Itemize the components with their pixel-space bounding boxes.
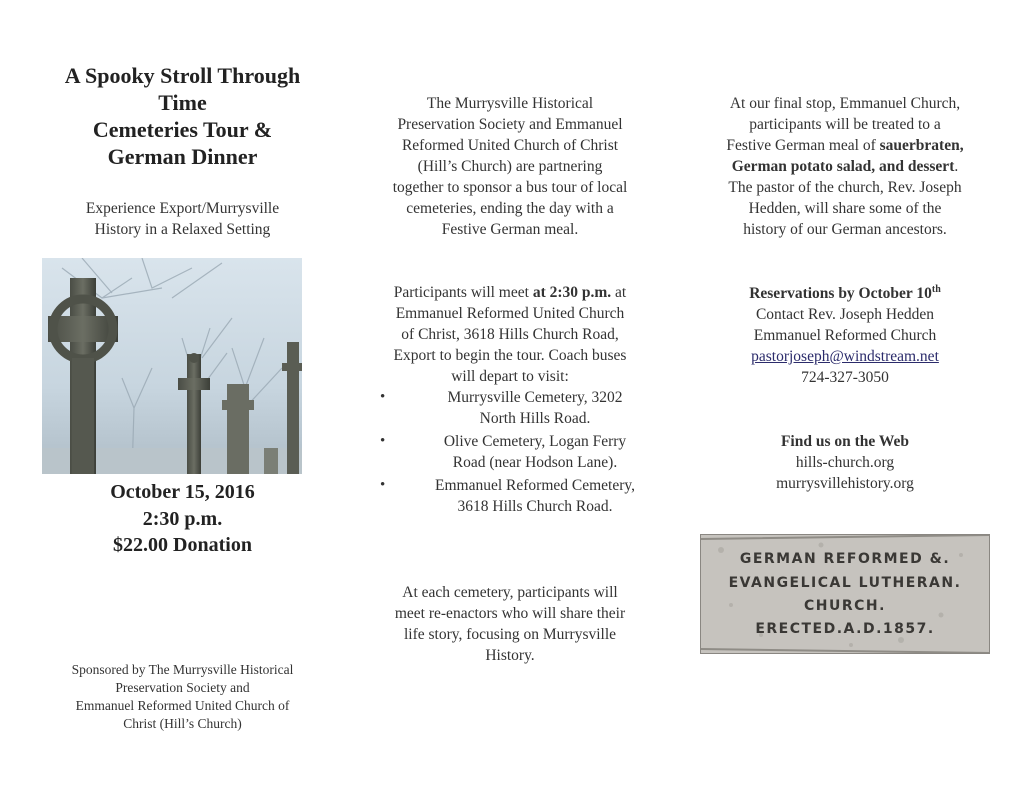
list-item-line: Road (near Hodson Lane). [452, 454, 618, 471]
bullet-icon: • [380, 389, 386, 405]
meet-line: will depart to visit: [451, 368, 569, 385]
final-text: . [954, 158, 959, 175]
intro-line: Reformed United Church of Christ [401, 137, 619, 154]
final-line: history of our German ancestors. [743, 221, 947, 238]
reenact-line: History. [485, 647, 535, 664]
intro-line: Preservation Society and Emmanuel [397, 116, 623, 133]
reenact-line: life story, focusing on Murrysville [403, 626, 617, 643]
plaque-line: CHURCH. [804, 598, 886, 614]
title-line: German Dinner [107, 144, 258, 169]
bullet-icon: • [380, 433, 386, 449]
meet-line: Export to begin the tour. Coach buses [393, 347, 627, 364]
intro-line: The Murrysville Historical [426, 95, 594, 112]
website-link[interactable]: hills-church.org [795, 454, 895, 471]
final-line [690, 135, 1000, 156]
web-heading: Find us on the Web [780, 433, 910, 450]
title-line: Cemeteries Tour & [92, 117, 273, 142]
menu-bold: German potato salad, and dessert [731, 158, 955, 175]
intro-line: (Hill’s Church) are partnering [417, 158, 603, 175]
list-item-line: Emmanuel Reformed Cemetery, [435, 477, 635, 494]
meet-first-line [352, 282, 668, 303]
right-column [690, 0, 1000, 797]
contact-name: Contact Rev. Joseph Hedden [755, 306, 935, 323]
plaque-line: GERMAN REFORMED &. [739, 551, 951, 567]
foggy-cemetery-image [42, 258, 302, 474]
web-block [690, 431, 1000, 494]
sponsor-line: Sponsored by The Murrysville Historical [71, 662, 294, 677]
final-stop-paragraph [690, 93, 1000, 240]
final-line: participants will be treated to a [749, 116, 941, 133]
list-item-line: 3618 Hills Church Road. [457, 498, 613, 515]
brochure-title [40, 62, 325, 170]
reenact-line: At each cemetery, participants will [402, 584, 618, 601]
left-column [40, 0, 325, 797]
meet-text: Participants will meet [393, 284, 533, 301]
middle-column [352, 0, 668, 797]
intro-paragraph [352, 93, 668, 240]
reservations-block [690, 283, 1000, 388]
meet-line: of Christ, 3618 Hills Church Road, [401, 326, 619, 343]
reenactor-paragraph [352, 582, 668, 666]
meet-time: at 2:30 p.m. [532, 284, 612, 301]
list-item [380, 387, 668, 429]
meeting-paragraph [352, 282, 668, 519]
list-item [380, 475, 668, 517]
final-line: At our final stop, Emmanuel Church, [729, 95, 961, 112]
meet-text: at [611, 284, 627, 301]
final-line: Hedden, will share some of the [748, 200, 942, 217]
list-item [380, 431, 668, 473]
title-line: Time [158, 90, 207, 115]
sponsor-note [40, 661, 325, 733]
intro-line: Festive German meal. [441, 221, 579, 238]
list-item-line: Olive Cemetery, Logan Ferry [443, 433, 627, 450]
intro-line: cemeteries, ending the day with a [406, 200, 614, 217]
reservations-heading-sup: th [931, 283, 941, 295]
reservations-heading-text: Reservations by October 10 [749, 285, 932, 302]
final-text: Festive German meal of [726, 137, 880, 154]
menu-bold: sauerbraten, [879, 137, 964, 154]
church-name: Emmanuel Reformed Church [753, 327, 937, 344]
sponsor-line: Emmanuel Reformed United Church of [75, 698, 290, 713]
final-line [690, 156, 1000, 177]
event-donation: $22.00 Donation [113, 534, 252, 556]
cemetery-photo [42, 258, 302, 474]
phone-number: 724-327-3050 [801, 369, 889, 386]
church-plaque-photo [700, 534, 990, 654]
subtitle-line: Experience Export/Murrysville [85, 200, 280, 217]
title-line: A Spooky Stroll Through [64, 63, 301, 88]
reservations-heading [690, 283, 1000, 304]
plaque-line: EVANGELICAL LUTHERAN. [728, 575, 962, 591]
meet-line: Emmanuel Reformed United Church [395, 305, 625, 322]
plaque-line: ERECTED.A.D.1857. [755, 621, 935, 637]
website-link[interactable]: murrysvillehistory.org [776, 475, 914, 492]
bullet-icon: • [380, 477, 386, 493]
event-time: 2:30 p.m. [142, 508, 223, 530]
intro-line: together to sponsor a bus tour of local [392, 179, 628, 196]
subtitle-line: History in a Relaxed Setting [94, 221, 271, 238]
event-date: October 15, 2016 [110, 481, 255, 503]
cemetery-list [352, 387, 668, 517]
sponsor-line: Christ (Hill’s Church) [123, 716, 242, 731]
final-line: The pastor of the church, Rev. Joseph [728, 179, 962, 196]
list-item-line: North Hills Road. [479, 410, 591, 427]
subtitle [40, 198, 325, 240]
email-link[interactable]: pastorjoseph@windstream.net [751, 348, 939, 365]
reenact-line: meet re-enactors who will share their [394, 605, 626, 622]
list-item-line: Murrysville Cemetery, 3202 [447, 389, 623, 406]
sponsor-line: Preservation Society and [115, 680, 250, 695]
